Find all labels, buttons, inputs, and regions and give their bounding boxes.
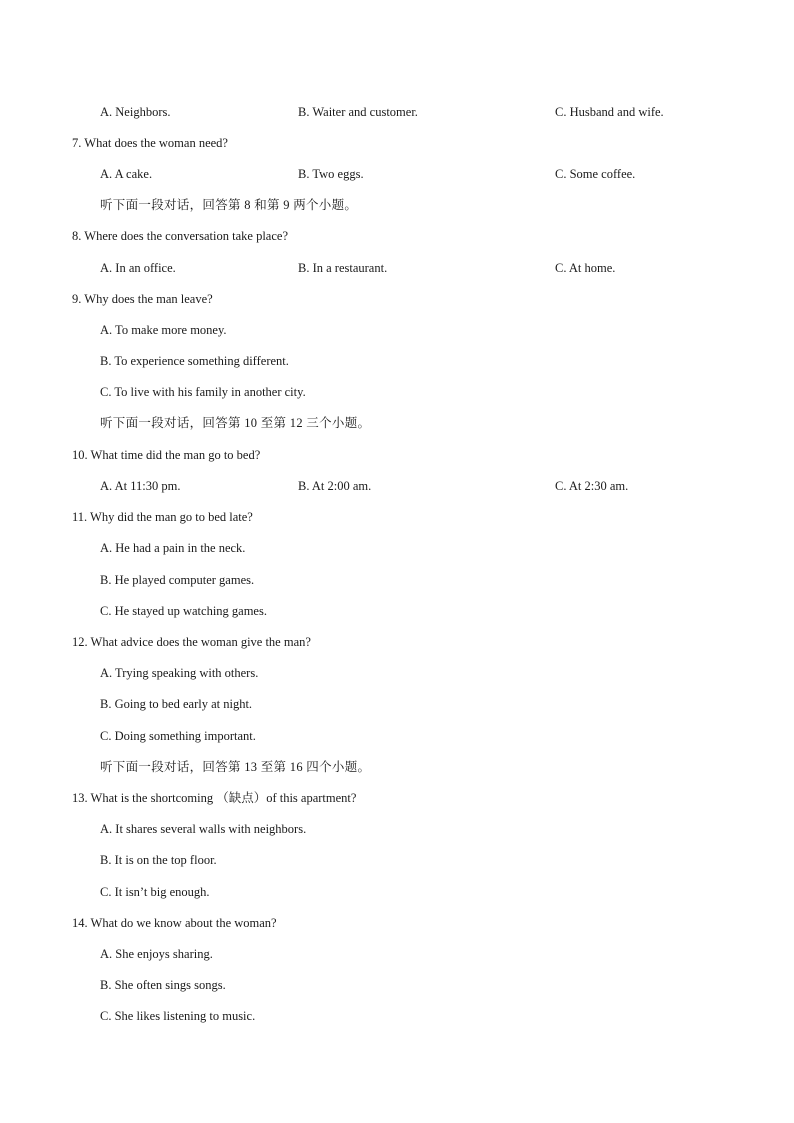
q9-option-c: C. To live with his family in another city. bbox=[100, 385, 306, 399]
question-8-options bbox=[0, 259, 794, 277]
q9-option-b: B. To experience something different. bbox=[100, 354, 289, 368]
q10-option-b: B. At 2:00 am. bbox=[298, 479, 372, 493]
q8-option-c: C. At home. bbox=[555, 261, 616, 275]
q8-option-a: A. In an office. bbox=[100, 261, 176, 275]
q14-option-b: B. She often sings songs. bbox=[100, 978, 226, 992]
q13-option-c-row bbox=[0, 883, 794, 901]
instruction-8-9 bbox=[0, 196, 794, 214]
q12-option-b-row bbox=[0, 695, 794, 713]
q12-option-a: A. Trying speaking with others. bbox=[100, 666, 259, 680]
question-8 bbox=[0, 227, 794, 245]
q9-option-a: A. To make more money. bbox=[100, 323, 227, 337]
question-6-options bbox=[0, 103, 794, 121]
q12-option-c: C. Doing something important. bbox=[100, 729, 256, 743]
instruction-13-16-text: 听下面一段对话，回答第 13 至第 16 四个小题。 bbox=[100, 760, 371, 774]
q13-option-a: A. It shares several walls with neighbors. bbox=[100, 822, 307, 836]
q7-option-b: B. Two eggs. bbox=[298, 167, 364, 181]
q9-option-b-row bbox=[0, 352, 794, 370]
question-7 bbox=[0, 134, 794, 152]
question-11 bbox=[0, 508, 794, 526]
q11-option-a-row bbox=[0, 539, 794, 557]
q10-option-c: C. At 2:30 am. bbox=[555, 479, 629, 493]
q6-option-c: C. Husband and wife. bbox=[555, 105, 664, 119]
question-7-options bbox=[0, 165, 794, 183]
q12-option-c-row bbox=[0, 727, 794, 745]
q10-option-a: A. At 11:30 pm. bbox=[100, 479, 181, 493]
q11-option-c: C. He stayed up watching games. bbox=[100, 604, 267, 618]
question-10 bbox=[0, 446, 794, 464]
q11-option-a: A. He had a pain in the neck. bbox=[100, 541, 246, 555]
q14-option-a: A. She enjoys sharing. bbox=[100, 947, 213, 961]
q13-option-a-row bbox=[0, 820, 794, 838]
q11-option-b-row bbox=[0, 571, 794, 589]
question-9 bbox=[0, 290, 794, 308]
q9-option-c-row bbox=[0, 383, 794, 401]
q12-option-b: B. Going to bed early at night. bbox=[100, 697, 253, 711]
q13-option-b-row bbox=[0, 851, 794, 869]
q9-text: 9. Why does the man leave? bbox=[72, 292, 213, 306]
q13-option-b: B. It is on the top floor. bbox=[100, 853, 217, 867]
q11-option-c-row bbox=[0, 602, 794, 620]
question-12 bbox=[0, 633, 794, 651]
q10-text: 10. What time did the man go to bed? bbox=[72, 448, 261, 462]
q6-option-b: B. Waiter and customer. bbox=[298, 105, 418, 119]
q14-option-c-row bbox=[0, 1007, 794, 1025]
q14-option-a-row bbox=[0, 945, 794, 963]
q7-option-c: C. Some coffee. bbox=[555, 167, 636, 181]
q12-text: 12. What advice does the woman give the man? bbox=[72, 635, 311, 649]
instruction-8-9-text: 听下面一段对话，回答第 8 和第 9 两个小题。 bbox=[100, 198, 358, 212]
q14-text: 14. What do we know about the woman? bbox=[72, 916, 277, 930]
q12-option-a-row bbox=[0, 664, 794, 682]
q14-option-c: C. She likes listening to music. bbox=[100, 1009, 256, 1023]
q13-text: 13. What is the shortcoming （缺点）of this apartment? bbox=[72, 791, 357, 805]
q14-option-b-row bbox=[0, 976, 794, 994]
q7-text: 7. What does the woman need? bbox=[72, 136, 228, 150]
q11-option-b: B. He played computer games. bbox=[100, 573, 255, 587]
instruction-13-16 bbox=[0, 758, 794, 776]
q8-text: 8. Where does the conversation take place? bbox=[72, 229, 288, 243]
q6-option-a: A. Neighbors. bbox=[100, 105, 171, 119]
instruction-10-12-text: 听下面一段对话，回答第 10 至第 12 三个小题。 bbox=[100, 416, 371, 430]
q9-option-a-row bbox=[0, 321, 794, 339]
q11-text: 11. Why did the man go to bed late? bbox=[72, 510, 253, 524]
instruction-10-12 bbox=[0, 414, 794, 432]
q7-option-a: A. A cake. bbox=[100, 167, 153, 181]
q8-option-b: B. In a restaurant. bbox=[298, 261, 388, 275]
question-14 bbox=[0, 914, 794, 932]
question-10-options bbox=[0, 477, 794, 495]
q13-option-c: C. It isn’t big enough. bbox=[100, 885, 210, 899]
question-13 bbox=[0, 789, 794, 807]
